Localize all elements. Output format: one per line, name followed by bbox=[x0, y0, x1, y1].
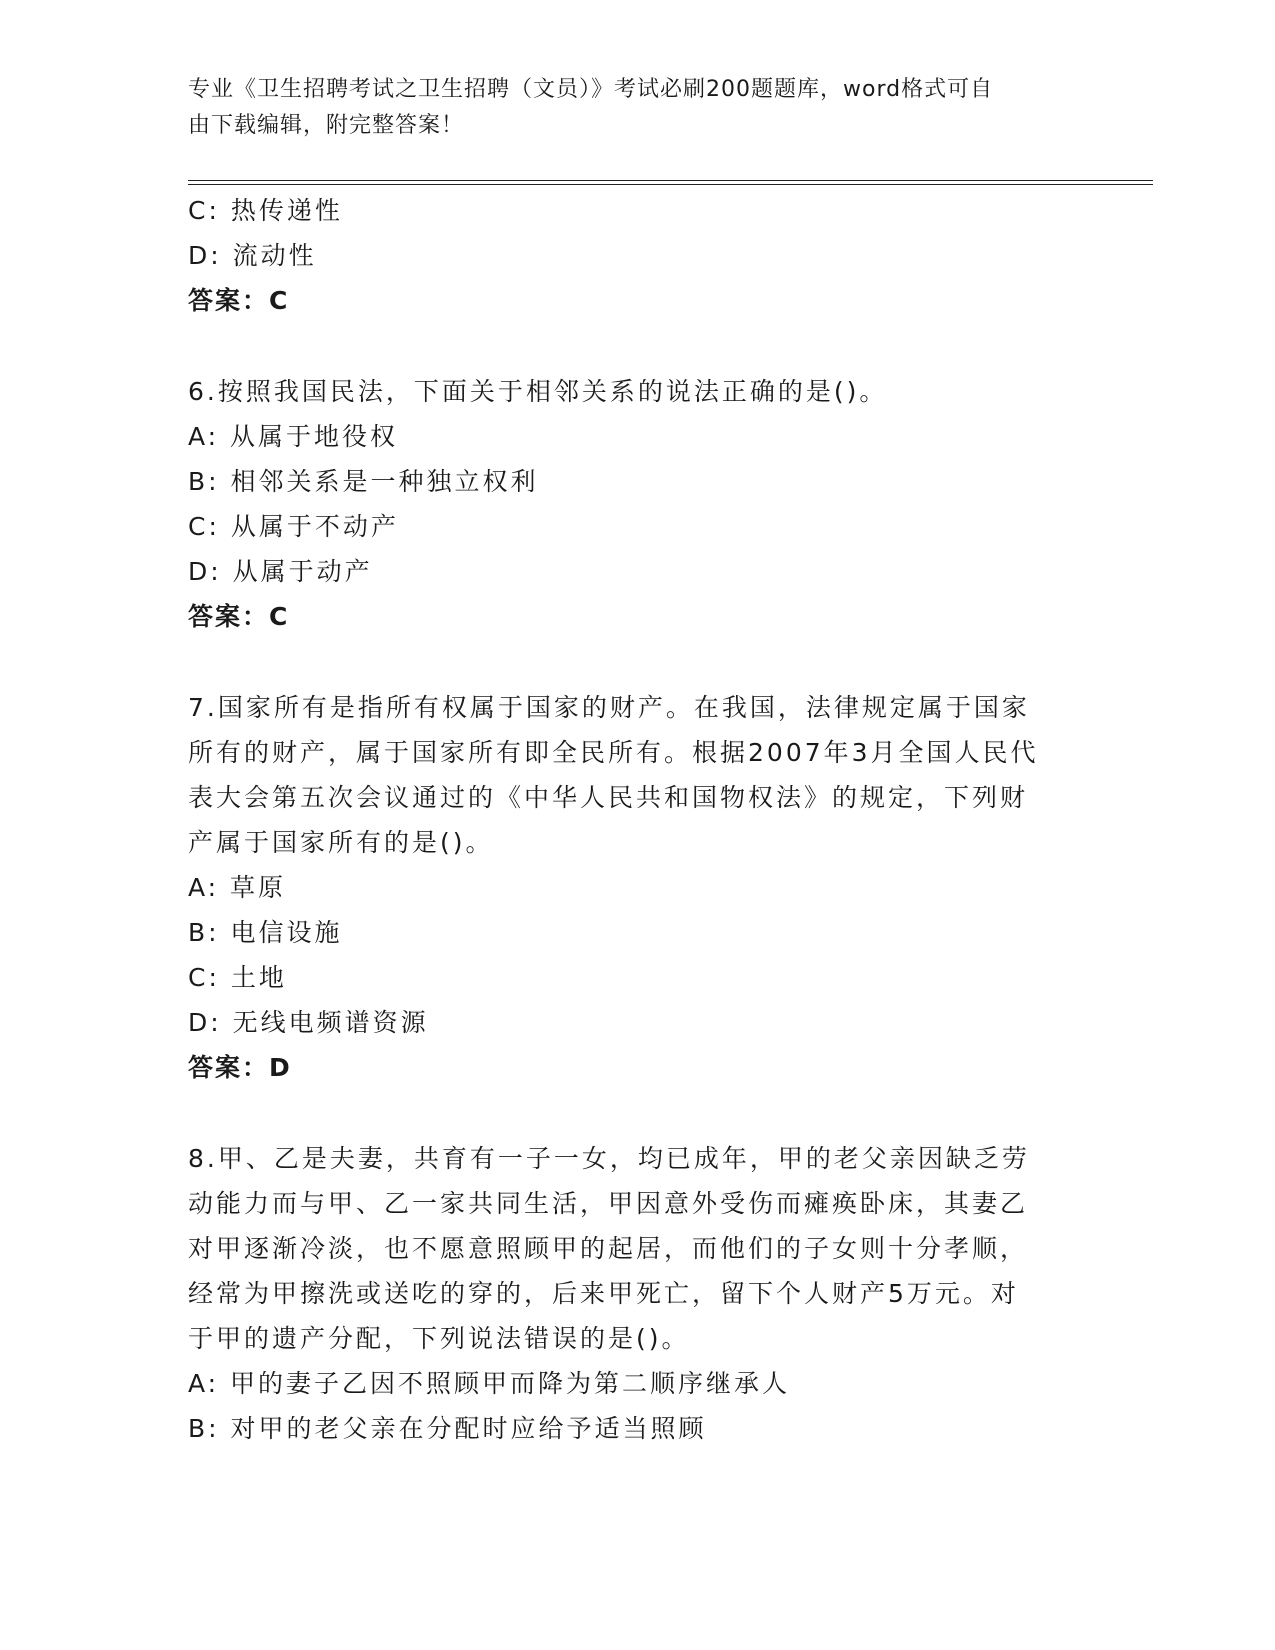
question-stem-line: 动能力而与甲、乙一家共同生活，甲因意外受伤而瘫痪卧床，其妻乙 bbox=[188, 1189, 1029, 1218]
answer-label: 答案：C bbox=[188, 286, 290, 315]
question-5 bbox=[188, 188, 1088, 324]
question-stem-line: 所有的财产，属于国家所有即全民所有。根据2007年3月全国人民代 bbox=[188, 738, 1039, 767]
answer-label: 答案：C bbox=[188, 602, 290, 631]
document-header bbox=[188, 72, 1068, 144]
option-d: D: 流动性 bbox=[188, 241, 317, 270]
option-d: D: 无线电频谱资源 bbox=[188, 1008, 429, 1037]
option-b: B: 对甲的老父亲在分配时应给予适当照顾 bbox=[188, 1414, 707, 1443]
spacer bbox=[188, 1091, 1088, 1136]
question-stem-line: 产属于国家所有的是()。 bbox=[188, 828, 494, 857]
header-rule-top bbox=[188, 180, 1153, 181]
option-a: A: 草原 bbox=[188, 873, 287, 902]
question-stem-line: 经常为甲擦洗或送吃的穿的，后来甲死亡，留下个人财产5万元。对 bbox=[188, 1279, 1019, 1308]
option-a: A: 从属于地役权 bbox=[188, 422, 399, 451]
option-c: C: 从属于不动产 bbox=[188, 512, 399, 541]
question-stem-line: 表大会第五次会议通过的《中华人民共和国物权法》的规定，下列财 bbox=[188, 783, 1029, 812]
option-b: B: 相邻关系是一种独立权利 bbox=[188, 467, 539, 496]
question-8 bbox=[188, 1136, 1088, 1451]
spacer bbox=[188, 640, 1088, 685]
header-rule-bottom bbox=[188, 184, 1153, 185]
option-d: D: 从属于动产 bbox=[188, 557, 373, 586]
question-stem-line: 8.甲、乙是夫妻，共育有一子一女，均已成年，甲的老父亲因缺乏劳 bbox=[188, 1144, 1030, 1173]
question-stem-line: 于甲的遗产分配，下列说法错误的是()。 bbox=[188, 1324, 690, 1353]
header-line-2: 由下载编辑，附完整答案！ bbox=[188, 113, 465, 138]
question-7 bbox=[188, 685, 1088, 1091]
question-6 bbox=[188, 369, 1088, 640]
header-line-1: 专业《卫生招聘考试之卫生招聘（文员）》考试必刷200题题库，word格式可自 bbox=[188, 77, 994, 102]
option-c: C: 土地 bbox=[188, 963, 287, 992]
spacer bbox=[188, 324, 1088, 369]
question-list bbox=[188, 188, 1088, 1451]
option-c: C: 热传递性 bbox=[188, 196, 343, 225]
question-stem-line: 7.国家所有是指所有权属于国家的财产。在我国，法律规定属于国家 bbox=[188, 693, 1030, 722]
answer-label: 答案：D bbox=[188, 1053, 292, 1082]
option-a: A: 甲的妻子乙因不照顾甲而降为第二顺序继承人 bbox=[188, 1369, 791, 1398]
option-b: B: 电信设施 bbox=[188, 918, 343, 947]
question-stem-line: 6.按照我国民法，下面关于相邻关系的说法正确的是()。 bbox=[188, 377, 888, 406]
question-stem-line: 对甲逐渐冷淡，也不愿意照顾甲的起居，而他们的子女则十分孝顺， bbox=[188, 1234, 1029, 1263]
